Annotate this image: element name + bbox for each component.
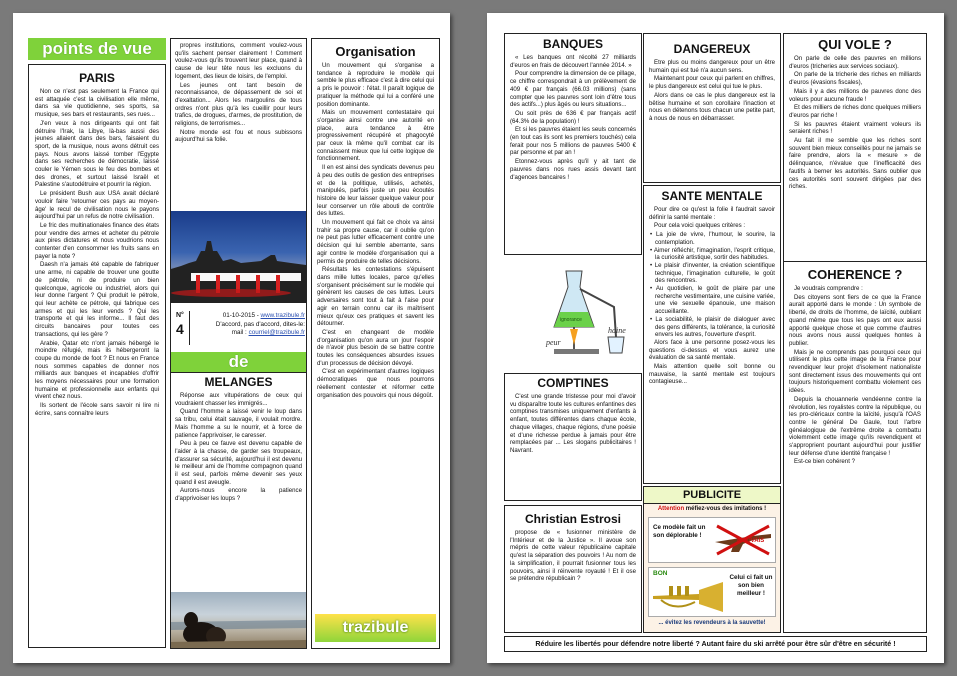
distillation-image <box>504 257 642 369</box>
dangereux-title: DANGEREUX <box>673 42 751 56</box>
paris-p: J'en veux à nos dirigeants qui ont fait détruire l'Irak, la Libye, là-bas aussi des jeunes allaient dans des bars, faisaient du sport, de la musique, nous avons détruit ces pays. Nous avons laissé tomber l'Egypte dans ses recherches de démocratie, laissé couler le Yémen sous le feu des bombes et des drones, et surtout laissé Israël et Palestine s'autodétruire et pourrir la région. <box>35 119 159 189</box>
footer-slogan <box>504 636 927 652</box>
qui-vole-p: Au fait il me semble que les riches sont souvent bien mieux conseillés pour ne jamais se faire prendre, alors la « mesure » de délinquance, n'évalue que l'inefficacité des fautifs à berner les autorités. Sans oublier que ces autorités sont souvent dirigées par des riches. <box>789 137 921 191</box>
sante-title: SANTE MENTALE <box>661 189 763 203</box>
coherence-p: Depuis la chouannerie vendéenne contre la révolution, les royalistes contre la république, ou les pro-cléricaux contre la laïcité, jusqu'à l'OAS contre le général De Gaule, tout l'arbre généalogique de l'extrême droite a combattu violemment cette image qu'ils revendiquent et s'approprient pourtant aujourd'hui pour justifier leur défense d'une identité française ! <box>789 395 921 457</box>
sante-intro2: Pour cela voici quelques critères : <box>654 222 746 230</box>
publicite-warning <box>644 506 780 512</box>
coherence-body <box>784 285 926 466</box>
estrosi-article <box>504 505 642 633</box>
paris-p: Daesh n'a jamais été capable de fabriquer une arme, ni capable de trouver une goutte de pétrole, ni de produire un bien quelconque, agricole ou industriel, alors qui leur donne l'argent ? Qui produit le pétrole, qui leur achète ce pétrole, qui fabrique ces armes et qui les leur vends ? Qui les transporte et qui les informe... Il faut des circuits bancaires pour toutes ces transactions, qui les gère ? <box>35 261 159 338</box>
comptines-title: COMPTINES <box>537 376 609 390</box>
issue-text <box>195 312 305 338</box>
sante-outro: Alors face à une personne posez-vous les questions ci-dessus et vous aurez une évaluation de sa santé mentale. <box>649 338 775 362</box>
estrosi-body <box>505 529 641 583</box>
dangereux-p: Maintenant pour ceux qui parlent en chiffres, le plus dangereux est celui qui tue le plus. <box>649 75 775 91</box>
melanges-p: Réponse aux vitupérations de ceux qui voudraient chasser les immigrés... <box>175 392 302 407</box>
publicite-box <box>643 486 781 633</box>
banner-points-de-vue-text: points de vue <box>42 39 152 58</box>
label-vapeur: ignorance <box>560 317 582 323</box>
col2-body <box>175 42 302 204</box>
melanges-title: MELANGES <box>204 375 273 389</box>
organisation-p: Résultats les contestations s'épuisent dans mille luttes locales, parce qu'elles s'organisent précisément sur le modèle qui génèrent les causes de ces luttes. Leurs adversaires sont tout à fait à l'aise pour agir en terrain connu car ils maîtrisent mieux qu'eux ces pratiques et savent les détourner. <box>317 266 434 328</box>
divider <box>171 372 306 373</box>
sante-item: • La joie de vivre, l'humour, le sourire, la contemplation. <box>650 231 775 246</box>
dangereux-article <box>643 33 781 183</box>
estrosi-title: Christian Estrosi <box>524 512 622 526</box>
organisation-p: Un mouvement qui s'organise a tendance à reproduire le modèle qui semble le plus efficace c'est à dire celui qui a pris le pouvoir : l'état. Il paraît logique de pratiquer la méthode qui lui a conféré une position dominante. <box>317 62 434 108</box>
column-paris <box>28 36 166 649</box>
organisation-p: C'est en changeant de modèle d'organisation qu'on aura un jour l'espoir de n'avoir plus besoin de se battre contre toutes les conséquences absurdes issues d'un processus de décision dévoyé. <box>317 328 434 367</box>
qui-vole-p: Si les pauvres étaient vraiment voleurs ils seraient riches ! <box>789 120 921 136</box>
qui-vole-p: On parle de celle des pauvres en millions d'euros (tricheries aux services sociaux). <box>789 55 921 70</box>
coherence-article <box>783 261 927 633</box>
issue-number: 4 <box>176 321 184 337</box>
issue-divider <box>189 311 190 345</box>
qui-vole-p: Mais il y a des millions de pauvres donc des voleurs pour aucune fraude ! <box>789 87 921 103</box>
organisation-p: Un mouvement qui fait ce choix va ainsi trahir sa propre cause, car il oublie qu'on ne peut pas lutter efficacement contre une décision qui lui semble aberrante, sans agir contre le modèle d'organisation qui a permis de produire de telles décisions. <box>317 219 434 265</box>
issue-site-link[interactable]: www.trazibule.fr <box>260 312 305 319</box>
col2-p: Les jeunes ont tant besoin de reconnaissance, de dépassement de soi et d'exaltation... Alors les margoulins de tous ordres n'ont plus qu'à les cueillir pour leurs trafics, de drogues, d'armes, de prostitution, de religions, de terrorismes... <box>175 81 302 128</box>
column-organisation <box>311 38 440 649</box>
sante-outro2: Mais attention quelle soit bonne ou mauvaise, la santé mentale est toujours contagieuse... <box>649 363 775 386</box>
organisation-body <box>312 62 439 597</box>
dangereux-body <box>644 59 780 123</box>
sante-body <box>644 206 780 386</box>
col2-p: Notre monde est fou et nous subissons aujourd'hui sa folie. <box>175 128 302 144</box>
paris-body <box>29 88 165 418</box>
banner-de-text: de <box>228 352 249 371</box>
issue-date: 01-10-2015 - <box>222 312 261 319</box>
estrosi-p: propose de « fusionner ministère de l'Intérieur et de la Justice ». Il avoue son mépris de cette valeur républicaine capitale qu'est la séparation des pouvoirs ! Au nom de la simplification, il pourrait fusionner tous les pouvoirs, ainsi il réinvente royauté ! Et il ose se prétendre républicain ? <box>510 529 636 583</box>
coherence-p: Je voudrais comprendre : <box>794 285 863 292</box>
paris-p: Ils sortent de l'école sans savoir ni lire ni écrire, sans connaître leurs <box>35 402 159 417</box>
qui-vole-title: QUI VOLE ? <box>818 37 892 52</box>
melanges-p: Aurons-nous encore la patience d'apprivoiser les loups ? <box>175 487 302 503</box>
banner-trazibule <box>315 614 436 642</box>
sante-item-text: Le plaisir d'inventer, la création scientifique technique, l'imagination culturelle, le goût des rencontres. <box>654 261 776 285</box>
coherence-p: Est-ce bien cohérent ? <box>794 458 855 466</box>
banques-p: Et si les pauvres étaient les seuls concernés (en tout cas ils sont les premiers touchés) cela ferait pour nos 5 millions de pauvres 5400 € par personne et par an ! <box>510 126 636 157</box>
melanges-p: Peu à peu ce fauve est devenu capable de l'aider à la chasse, de garder ses troupeaux, d'assurer sa sécurité, aujourd'hui il est devenu le meilleur ami de l'homme compagnon quand il est seul, parfois même devenir ses yeux quand il est aveugle. <box>175 440 302 486</box>
melanges-body <box>175 392 302 587</box>
banques-article <box>504 33 642 255</box>
publicite-footer: ... évitez les revendeurs à la sauvette! <box>658 620 766 626</box>
banner-de <box>171 352 306 372</box>
paris-p: Le fric des multinationales finance des états pour vendre des armes et acheter du pétrole aux pires dictatures et nous voudrions nous contenter d'en consommer les fruits sans en payer la note ? <box>35 221 159 260</box>
sante-article <box>643 185 781 484</box>
banques-p: Ou soit près de 636 € par français actif (64.3% de la population) ! <box>510 109 636 125</box>
paris-p: Le président Bush aux USA avait déclaré vouloir faire 'retourner ces pays au moyen-âge' le recul de civilisation nous le payons aujourd'hui par un refus de notre civilisation. <box>35 190 159 221</box>
organisation-p: Mais un mouvement contestataire qui s'organise ainsi contre une autorité en place, aura tendance à être progressivement récupéré et phagocyté par ceux là même qu'il combat car ils connaissent mieux que lui cette logique de fonctionnement. <box>317 109 434 163</box>
ad-bad <box>648 517 776 563</box>
comptines-body <box>505 393 641 455</box>
ad-good <box>648 567 776 617</box>
column-middle <box>170 38 307 649</box>
issue-mail-label: mail : <box>231 329 249 336</box>
issue-info <box>171 309 306 349</box>
publicite-title: PUBLICITE <box>644 487 780 504</box>
paris-photo <box>171 211 306 303</box>
ad-good-label: BON <box>653 570 668 577</box>
issue-line2: D'accord, pas d'accord, dites-le: <box>215 320 305 328</box>
paris-article <box>28 64 166 648</box>
label-haine: haine <box>608 326 626 335</box>
banques-p: « Les banques ont récolté 27 milliards d'euros en frais de découvert l'année 2014. » <box>510 54 636 69</box>
issue-mail-link[interactable]: courriel@trazibule.fr <box>248 329 305 336</box>
ad-good-text: Celui ci fait un son bien meilleur ! <box>729 574 773 597</box>
banques-p: Pour comprendre la dimension de ce pillage, ce chiffre correspondrait à un prélèvement de 409 € par français (66.03 millions) (sans compter que les pauvres sont loin d'être tous des actifs...) plus âgés ou leurs situations... <box>510 70 636 109</box>
dangereux-p: Alors dans ce cas le plus dangereux est la bêtise humaine et son corollaire l'inaction et nous en détenons tous chacun une petite part, à nous de nous en débarrasser. <box>649 91 775 122</box>
coherence-title: COHERENCE ? <box>807 267 903 282</box>
banques-p: Etonnez-vous après qu'il y ait tant de pauvres dans nos rues assis devant tant d'agences bancaires ! <box>510 158 636 181</box>
organisation-title: Organisation <box>335 44 416 59</box>
label-peur: peur <box>546 338 561 347</box>
banner-trazibule-text: trazibule <box>342 619 409 636</box>
footer-slogan-text: Réduire les libertés pour défendre notre liberté ? Autant faire du ski arrêté pour être sûr d'être en sécurité ! <box>535 640 896 648</box>
paris-p: Arabie, Qatar etc n'ont jamais hébergé le moindre réfugié, mais ils hébergeront la coupe du monde de foot ? Et nous en France nous sommes capables de donner nos milliards aux banques et incapables d'offrir les moyens nécessaires pour une formation humaine et professionnelle aux enfants qui vivent chez nous. <box>35 339 159 401</box>
sante-item-text: La joie de vivre, l'humour, le sourire, la contemplation. <box>655 231 775 246</box>
dangereux-p: Etre plus ou moins dangereux pour un être humain qui est tué n'a aucun sens. <box>649 59 775 74</box>
ad-bad-text: Ce modèle fait un son déplorable ! <box>653 524 706 539</box>
coherence-p: Mais je ne comprends pas pourquoi ceux qui utilisent le plus cette image de la France pour revendiquer leur projet d'isolement nationaliste sont directement issus des mouvements qui ont toujours historiquement combattu violement ces idées. <box>789 348 921 395</box>
issue-label: N° <box>176 312 184 319</box>
sante-intro: Pour dire ce qu'est la folie il faudrait savoir définir la santé mentale : <box>649 206 775 221</box>
sante-item-text: La sociabilité, le plaisir de dialoguer avec des gens différents, la tolérance, la curiosité envers les autres, l'ouverture d'esprit. <box>655 315 775 339</box>
paris-skyline-icon <box>171 211 306 303</box>
sante-item: • Au quotidien, le goût de plaire par une recherche vestimentaire, une cuisine variée, une vie sexuelle épanouie, une maison accueillante. <box>650 285 775 316</box>
banner-points-de-vue <box>28 38 166 60</box>
organisation-p: Il en est ainsi des syndicats devenus peu à peu des outils de gestion des entreprises et de la politique, utilisés, achetés, manipulés, parfois juste un peu écoutés histoire de leur laisser quelque valeur pour leur conserver un rôle abouti de contrôle des luttes. <box>317 164 434 218</box>
sante-item-text: Au quotidien, le goût de plaire par une recherche vestimentaire, une cuisine variée, une vie sexuelle épanouie, une maison accueillante. <box>655 285 775 316</box>
sante-item: • Aimer réfléchir, l'imagination, l'esprit critique, la curiosité artistique, sortir des habitudes. <box>650 246 775 262</box>
wolves-photo <box>171 592 306 648</box>
publicite-warning-red: Attention <box>657 506 685 512</box>
sante-item: • La sociabilité, le plaisir de dialoguer avec des gens différents, la tolérance, la curiosité envers les autres, l'ouverture d'esprit. <box>650 315 775 339</box>
melanges-p: Quand l'homme a laissé venir le loup dans sa tribu, celui était sauvage, il voulait mordre. Mais l'homme a su le nourrir, et à force de patience l'apprivoiser, le caresser. <box>175 408 302 439</box>
organisation-p: C'est en expérimentant d'autres logiques démocratiques que nous pourrons réellement contester et réformer cette organisation des pouvoirs qui nous dégoût. <box>317 368 434 399</box>
flask-icon <box>504 257 642 369</box>
paris-title: PARIS <box>79 71 115 85</box>
page-left <box>13 13 450 663</box>
comptines-article <box>504 373 642 501</box>
comptines-p: C'est une grande tristesse pour moi d'avoir vu disparaître toute les cultures enfantines des comptines transmises uniquement d'enfants à enfant, toutes différentes dans chaque école, chaque villages, chaque régions, d'une poésie et d'une richesse perdue à jamais pour être remplacées par ... Les slogans publicitaires ! Navrant. <box>510 393 637 454</box>
col2-p: propres institutions, comment voulez-vous qu'ils sachent penser clairement ! Comment voulez-vous qu'ils trouvent leur place, quand à cause de leur tête nous les excluons du logement, des lieux de loisirs, de l'emploi. <box>175 42 302 80</box>
sante-item-text: Aimer réfléchir, l'imagination, l'esprit critique, la curiosité artistique, sortir des habitudes. <box>653 246 775 262</box>
ad-bad-stamp: MAUVAIS <box>737 538 765 544</box>
publicite-warning-rest: méfiez-vous des imitations ! <box>684 506 767 512</box>
paris-p: Non ce n'est pas seulement la France qui est attaquée c'est la civilisation elle même, dans sa vie quotidienne, ses sports, sa musique, ses bars et restaurants, ses rues... <box>35 88 159 119</box>
trumpet-icon <box>651 580 725 614</box>
sante-item: • Le plaisir d'inventer, la création scientifique technique, l'imagination culturelle, le goût des rencontres. <box>650 261 776 285</box>
qui-vole-p: On parle de la tricherie des riches en milliards d'euros (évasions fiscales), <box>789 71 921 87</box>
coherence-p: Des citoyens sont fiers de ce que la France aurait apporté dans le monde : Un symbole de liberté, de droits de l'homme, de laïcité, oubliant quand même que tous les pays ont eux aussi apporté quelque chose et que comme d'autres nous avons nous aussi quelques hontes à publier. <box>789 293 921 347</box>
page-right <box>487 13 944 663</box>
banques-title: BANQUES <box>542 37 603 51</box>
qui-vole-p: Et des milliers de riches donc quelques milliers d'euros par riche ! <box>789 104 921 119</box>
wolf-icon <box>171 592 306 648</box>
banques-body <box>505 54 641 181</box>
qui-vole-body <box>784 55 926 191</box>
qui-vole-article <box>783 33 927 275</box>
